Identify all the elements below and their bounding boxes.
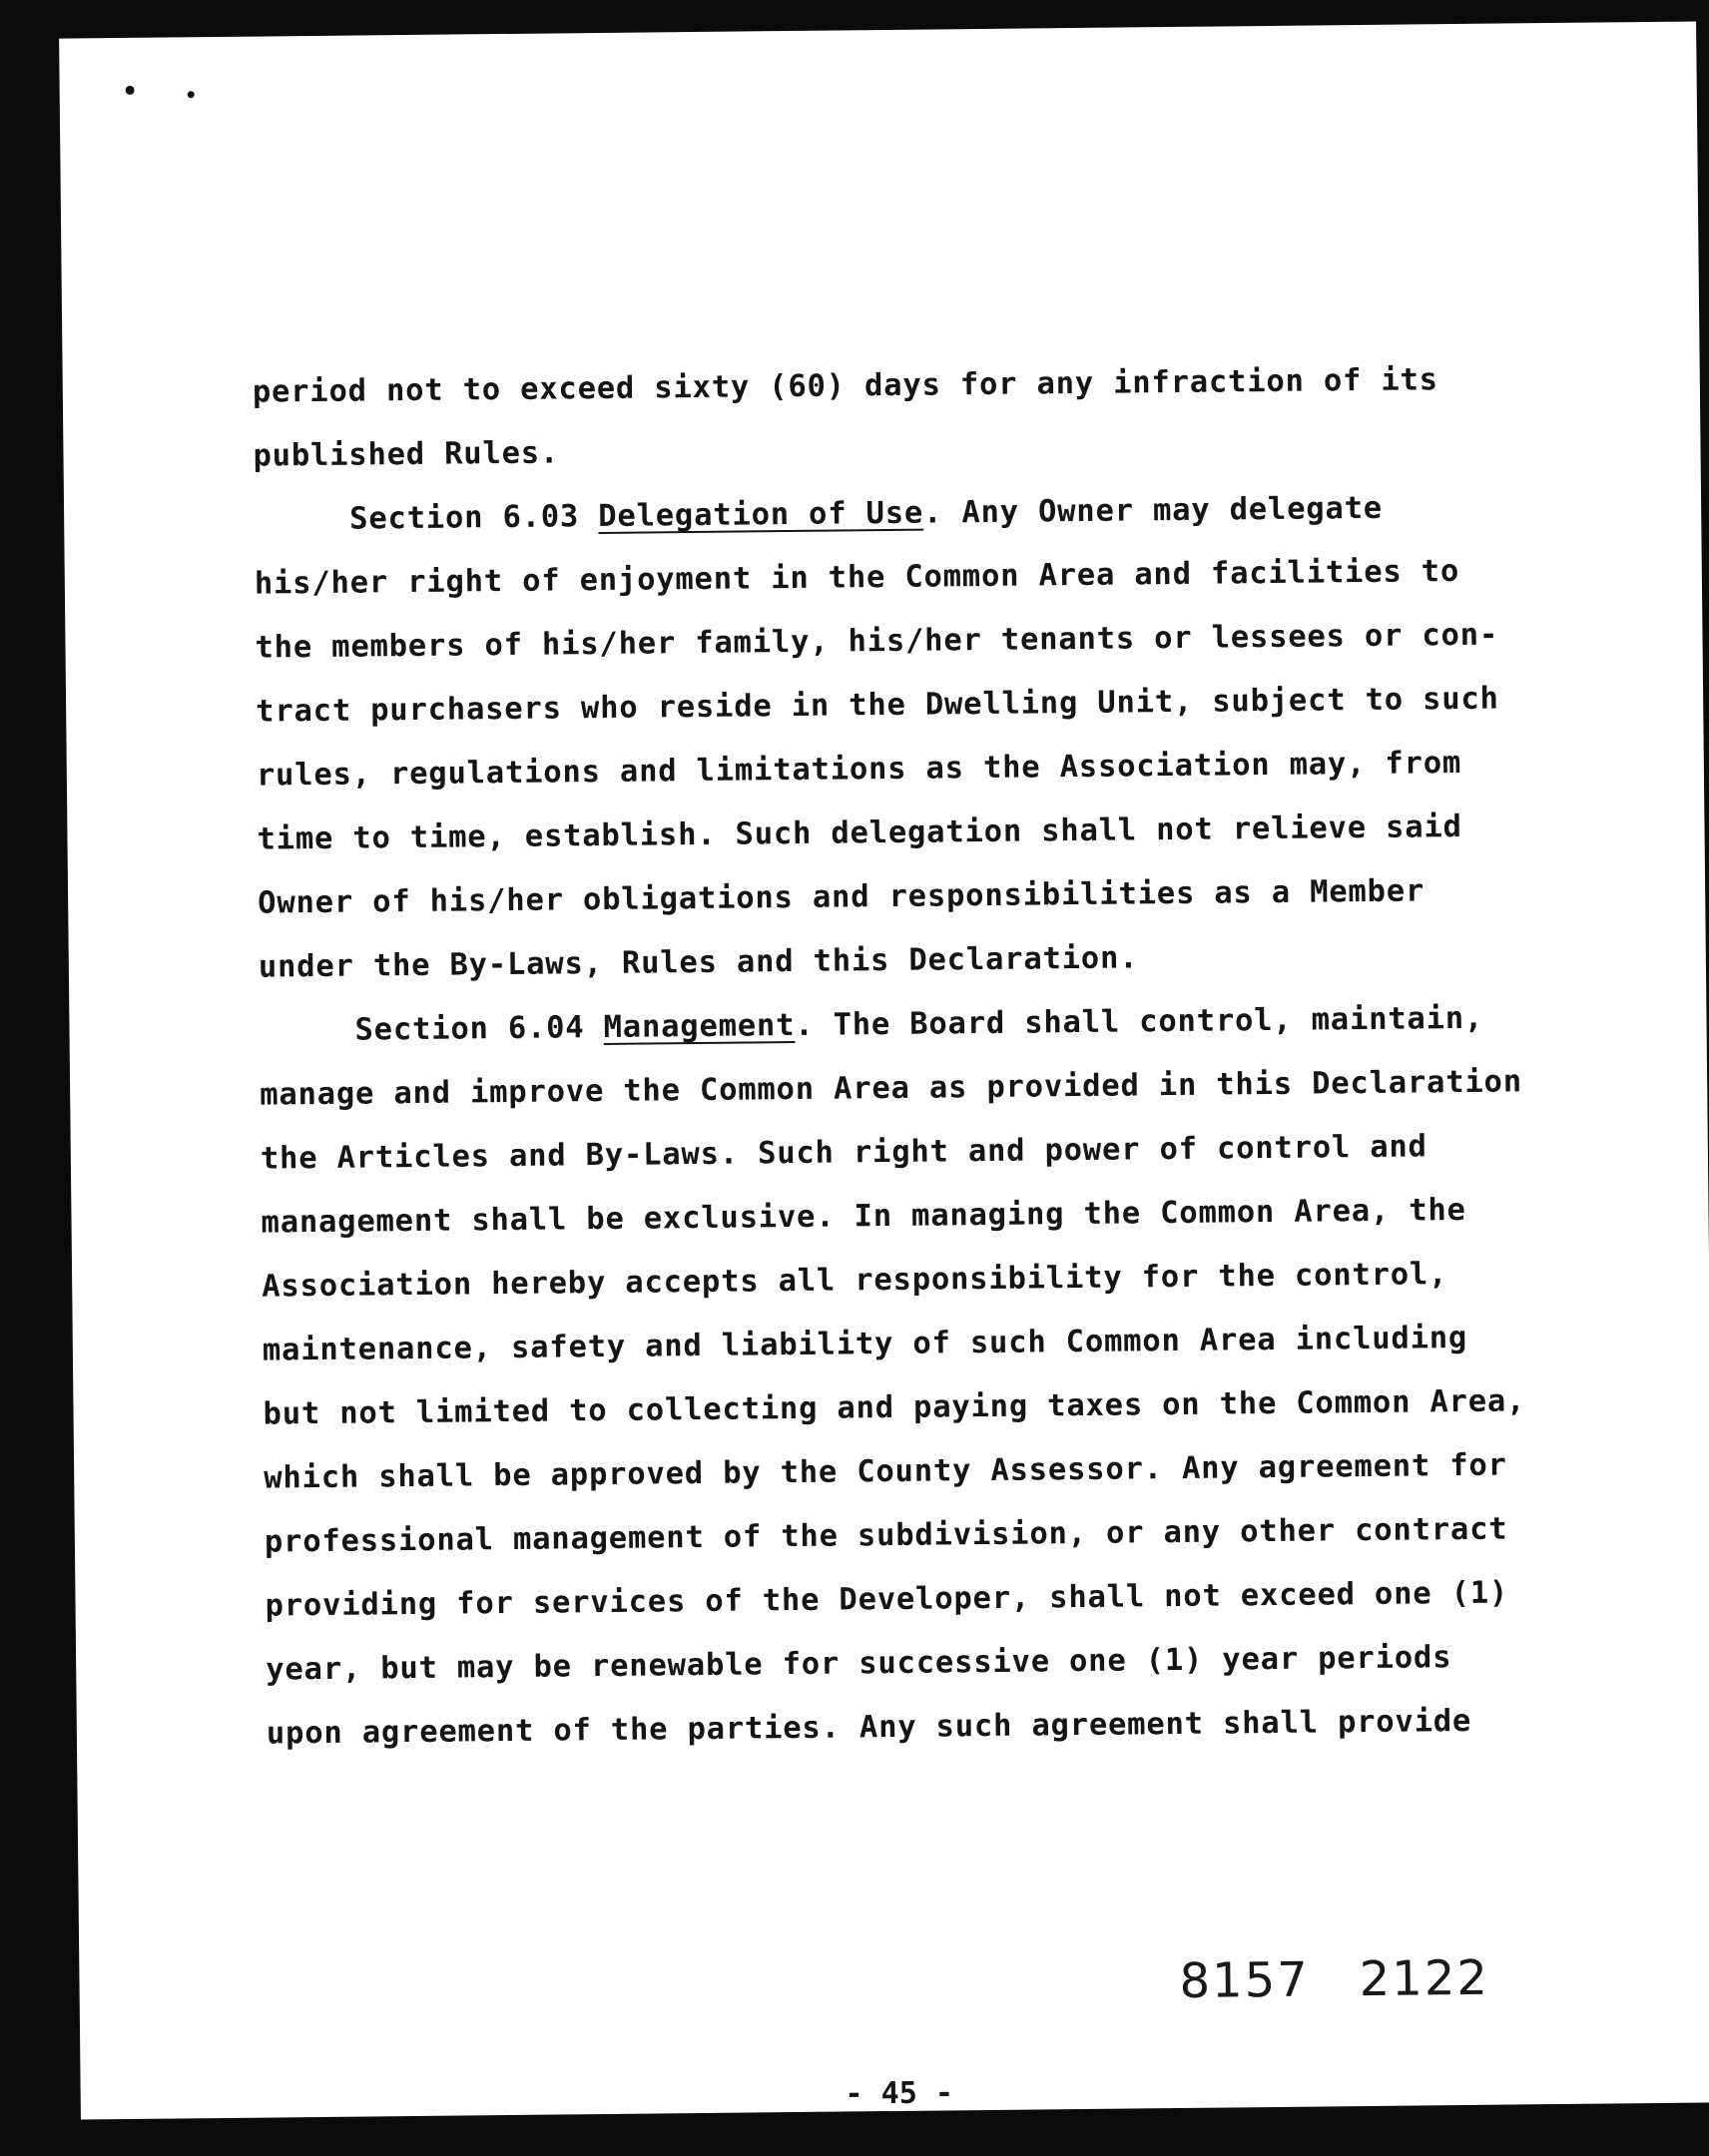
section-number: Section 6.04 bbox=[354, 1010, 585, 1048]
text-line: time to time, establish. Such delegation shall not relieve said bbox=[257, 808, 1462, 857]
section-number: Section 6.03 bbox=[349, 499, 580, 537]
text-line: which shall be approved by the County Assessor. Any agreement for bbox=[264, 1447, 1507, 1496]
stamp-book-number: 8157 bbox=[1179, 1951, 1311, 2009]
text-line: the Articles and By-Laws. Such right and power of control and bbox=[260, 1129, 1427, 1177]
text-line: professional management of the subdivision, or any other contract bbox=[264, 1511, 1508, 1560]
section-lead-text: . The Board shall control, maintain, bbox=[795, 1000, 1484, 1043]
text-line: Association hereby accepts all responsibility for the control, bbox=[262, 1257, 1448, 1305]
text-line: published Rules. bbox=[253, 435, 560, 474]
document-page bbox=[59, 21, 1709, 2119]
text-line: rules, regulations and limitations as the Association may, from bbox=[256, 745, 1462, 794]
scan-speck bbox=[126, 86, 135, 95]
text-line: his/her right of enjoyment in the Common Area and facilities to bbox=[254, 553, 1460, 602]
text-line: under the By-Laws, Rules and this Declaration. bbox=[258, 940, 1139, 985]
text-line: but not limited to collecting and paying taxes on the Common Area, bbox=[263, 1383, 1526, 1432]
scan-speck bbox=[188, 91, 195, 98]
text-line: manage and improve the Common Area as provided in this Declaration bbox=[260, 1064, 1523, 1113]
text-line: Owner of his/her obligations and responsibilities as a Member bbox=[258, 873, 1425, 921]
section-title: Management bbox=[603, 1007, 796, 1045]
text-line: year, but may be renewable for successive one (1) year periods bbox=[266, 1640, 1452, 1688]
text-line: period not to exceed sixty (60) days for any infraction of its bbox=[252, 362, 1439, 410]
text-line: tract purchasers who reside in the Dwelling Unit, subject to such bbox=[256, 681, 1499, 730]
text-line: the members of his/her family, his/her tenants or lessees or con- bbox=[255, 617, 1499, 666]
text-line: management shall be exclusive. In managing the Common Area, the bbox=[261, 1192, 1466, 1241]
recording-stamp bbox=[1179, 1950, 1489, 2009]
body-text bbox=[253, 346, 1625, 1766]
stamp-page-number: 2122 bbox=[1359, 1949, 1490, 2008]
text-line: providing for services of the Developer, shall not exceed one (1) bbox=[265, 1575, 1509, 1624]
page-number: - 45 - bbox=[845, 2075, 954, 2112]
text-line: maintenance, safety and liability of such Common Area including bbox=[262, 1320, 1468, 1368]
section-title: Delegation of Use bbox=[598, 495, 924, 535]
section-lead-text: . Any Owner may delegate bbox=[922, 490, 1384, 531]
text-line: upon agreement of the parties. Any such agreement shall provide bbox=[266, 1703, 1472, 1752]
